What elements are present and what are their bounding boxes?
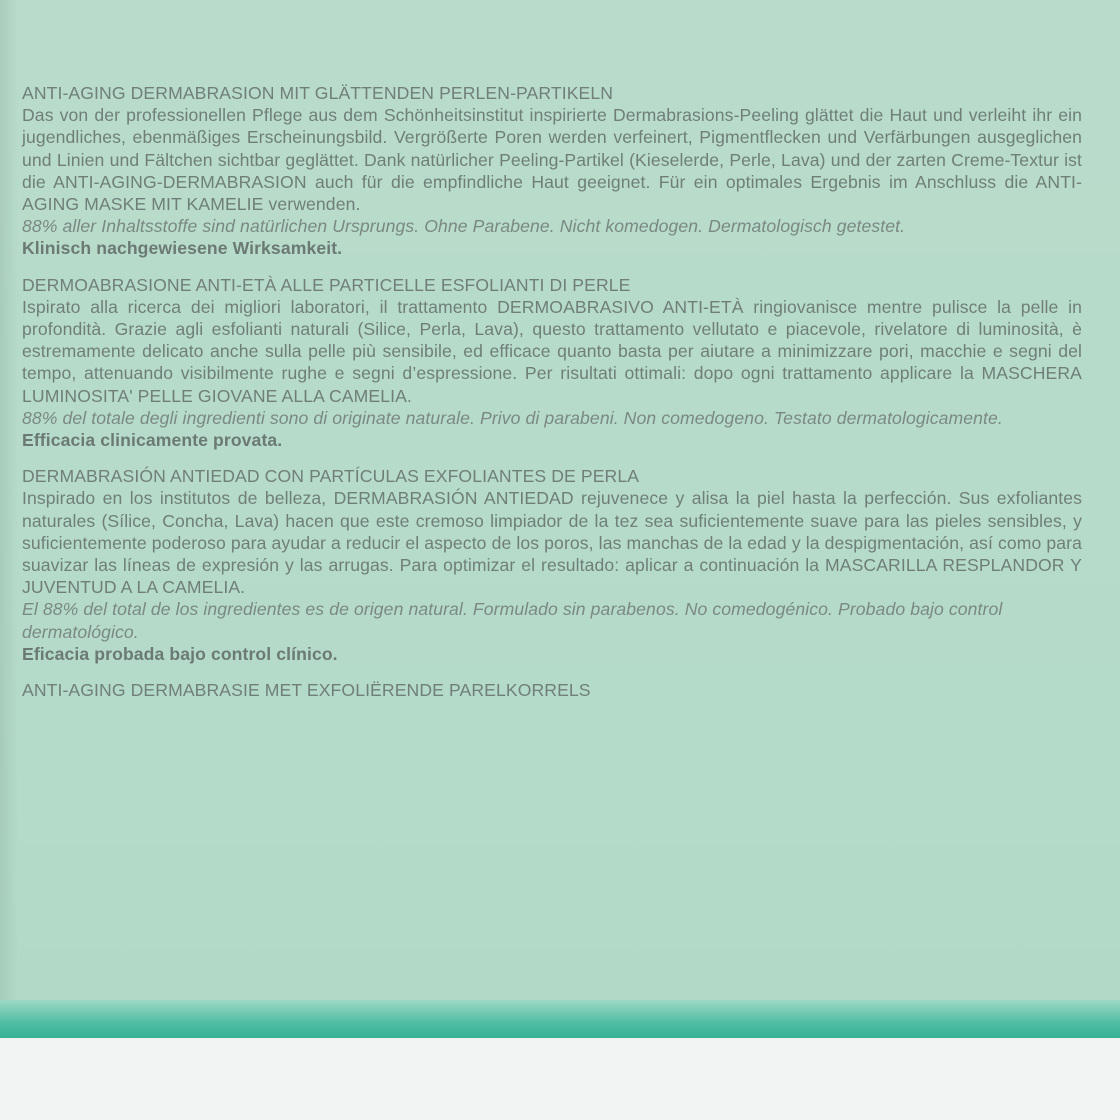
natural-ingredients-note: 88% aller Inhaltsstoffe sind natürlichen Ursprungs. Ohne Parabene. Nicht komedogen. Dermatologisch getestet. [22, 216, 906, 237]
section-heading: DERMABRASIÓN ANTIEDAD CON PARTÍCULAS EXFOLIANTES DE PERLA [22, 466, 640, 487]
background-surface [0, 1040, 1120, 1120]
section-body: Inspirado en los institutos de belleza, DERMABRASIÓN ANTIEDAD rejuvenece y alisa la piel hasta la perfección. Sus exfoliantes naturales (Sílice, Concha, Lava) hacen que este cremoso limpiador de la tez sea suficientemente suave para las pieles sensibles, y suficientemente poderoso para ayudar a reducir el aspecto de los poros, las manchas de la edad y la despigmentación, así como para suavizar las líneas de expresión y las arrugas. Para optimizar el resultado: aplicar a continuación la MASCARILLA RESPLANDOR Y JUVENTUD A LA CAMELIA. [22, 488, 1082, 598]
section-heading: ANTI-AGING DERMABRASION MIT GLÄTTENDEN PERLEN-PARTIKELN [22, 83, 614, 103]
efficacy-claim: Efficacia clinicamente provata. [22, 430, 283, 451]
efficacy-claim: Eficacia probada bajo control clínico. [22, 643, 338, 664]
section-spanish [22, 465, 1082, 665]
natural-ingredients-note: 88% del totale degli ingredienti sono di originate naturale. Privo di parabeni. Non comedogeno. Testato dermatologicamente. [22, 407, 1003, 428]
section-dutch [22, 679, 1082, 701]
section-body: Das von der professionellen Pflege aus dem Schönheitsinstitut inspirierte Dermabrasions-Peeling glättet die Haut und verleiht ihr ein jugendliches, ebenmäßiges Erscheinungsbild. Vergrößerte Poren werden verfeinert, Pigmentflecken und Verfärbungen ausgeglichen und Linien und Fältchen sichtbar geglättet. Dank natürlicher Peeling-Partikel (Kieselerde, Perle, Lava) und der zarten Creme-Textur ist die ANTI-AGING-DERMABRASION auch für die empfindliche Haut geeignet. Für ein optimales Ergebnis im Anschluss die ANTI-AGING MASKE MIT KAMELIE verwenden. [22, 105, 1082, 215]
section-heading: DERMOABRASIONE ANTI-ETÀ ALLE PARTICELLE ESFOLIANTI DI PERLE [22, 274, 631, 295]
efficacy-claim: Klinisch nachgewiesene Wirksamkeit. [22, 238, 343, 259]
section-german [22, 82, 1082, 260]
natural-ingredients-note: El 88% del total de los ingredientes es de origen natural. Formulado sin parabenos. No comedogénico. Probado bajo control dermatológico. [22, 599, 1003, 642]
section-body: Ispirato alla ricerca dei migliori laboratori, il trattamento DERMOABRASIVO ANTI-ETÀ ringiovanisce mentre pulisce la pelle in profondità. Grazie agli esfolianti naturali (Silice, Perla, Lava), questo trattamento vellutato e piacevole, rivelatore di luminosità, è estremamente delicato anche sulla pelle più sensibile, ed efficace quanto basta per aiutare a minimizzare pori, macchie e segni del tempo, attenuando visibilmente rughe e segni d’espressione. Per risultati ottimali: dopo ogni trattamento applicare la MASCHERA LUMINOSITA' PELLE GIOVANE ALLA CAMELIA. [22, 296, 1082, 406]
section-heading: ANTI-AGING DERMABRASIE MET EXFOLIËRENDE PARELKORRELS [22, 680, 591, 701]
section-italian [22, 274, 1082, 452]
teal-stripe [0, 1000, 1120, 1038]
label-text-block [22, 82, 1082, 715]
